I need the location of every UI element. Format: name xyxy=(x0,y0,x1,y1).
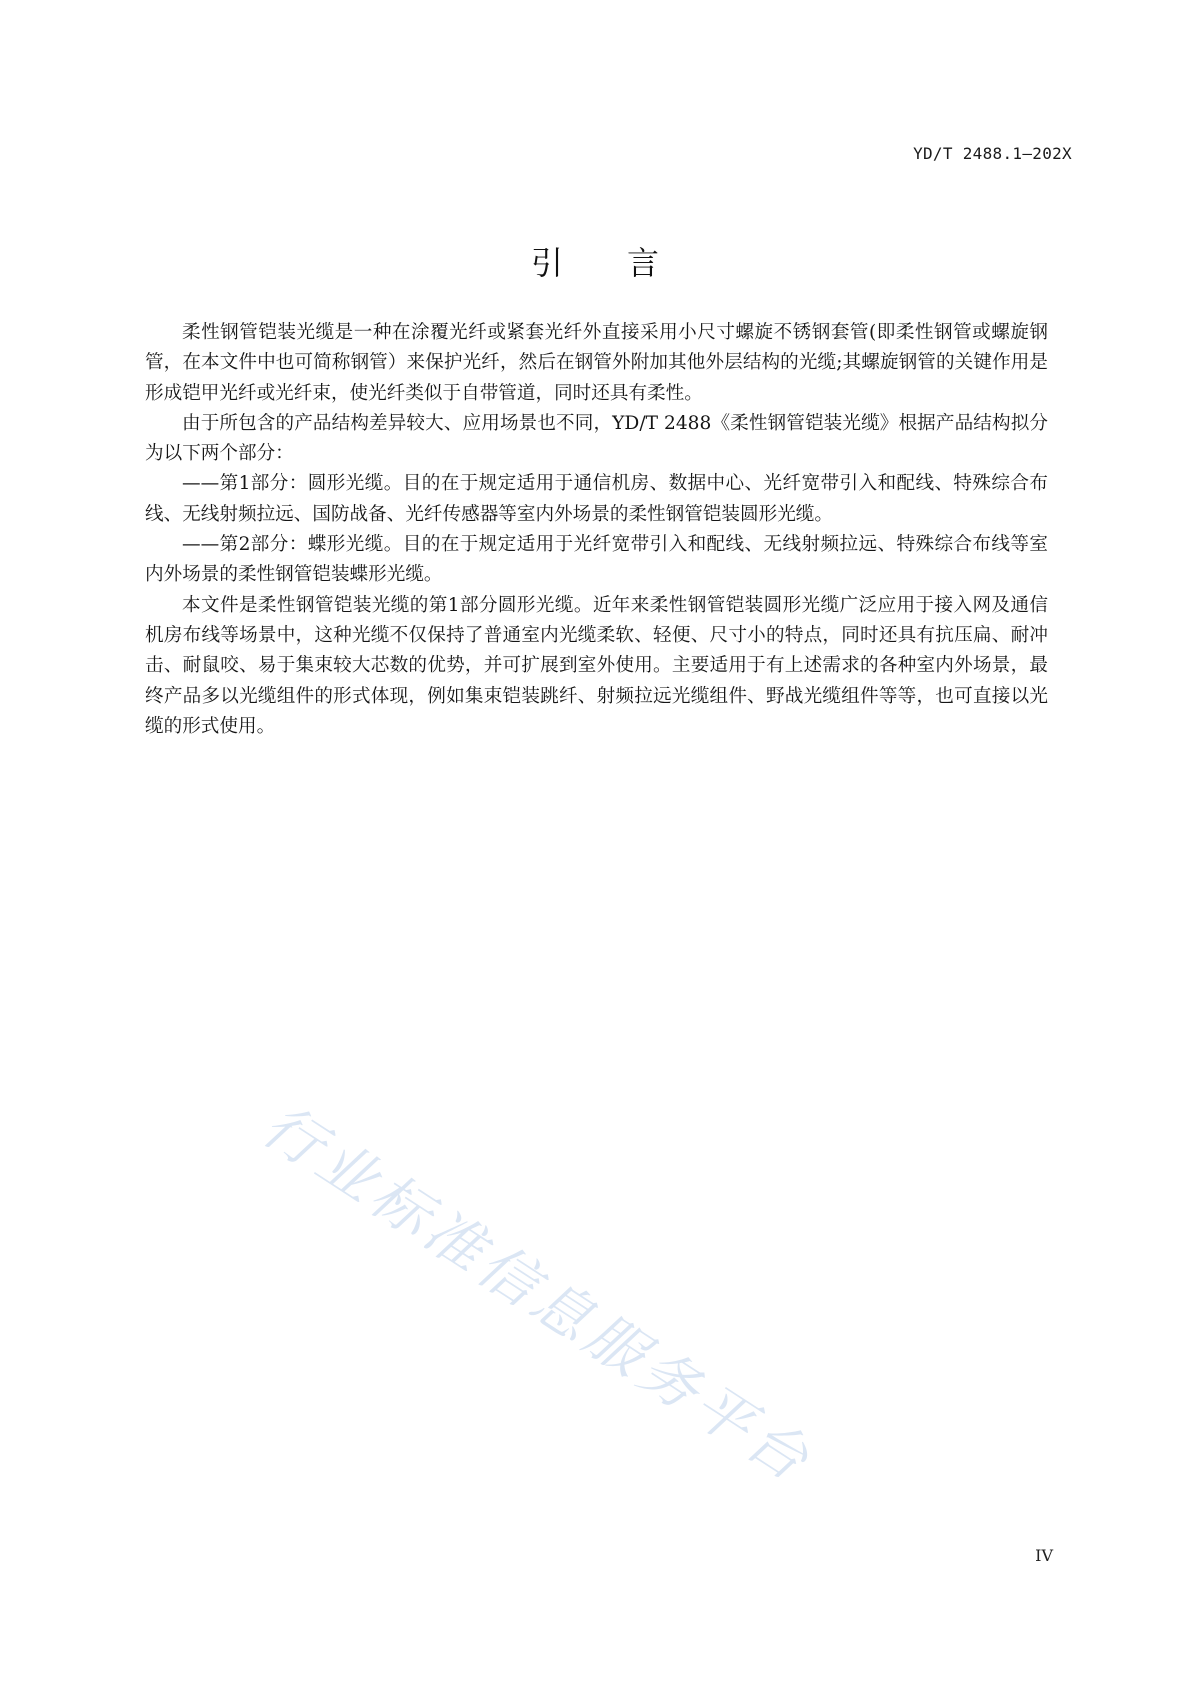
intro-paragraph-part1: ——第1部分：圆形光缆。目的在于规定适用于通信机房、数据中心、光纤宽带引入和配线、特殊综合布线、无线射频拉远、国防战备、光纤传感器等室内外场景的柔性钢管铠装圆形光缆。 xyxy=(145,473,1048,525)
page-number: IV xyxy=(1035,1546,1053,1565)
intro-paragraph-2: 由于所包含的产品结构差异较大、应用场景也不同，YD/T 2488《柔性钢管铠装光缆》根据产品结构拟分为以下两个部分： xyxy=(145,412,1048,465)
intro-paragraph-3: 本文件是柔性钢管铠装光缆的第1部分圆形光缆。近年来柔性钢管铠装圆形光缆广泛应用于接入网及通信机房布线等场景中，这种光缆不仅保持了普通室内光缆柔软、轻便、尺寸小的特点，同时还具有抗压扁、耐冲击、耐鼠咬、易于集束较大芯数的优势，并可扩展到室外使用。主要适用于有上述需求的各种室内外场景，最终产品多以光缆组件的形式体现，例如集束铠装跳纤、射频拉远光缆组件、野战光缆组件等等，也可直接以光缆的形式使用。 xyxy=(145,594,1048,737)
document-code: YD/T 2488.1—202X xyxy=(913,144,1072,163)
intro-paragraph-part2: ——第2部分：蝶形光缆。目的在于规定适用于光纤宽带引入和配线、无线射频拉远、特殊综合布线等室内外场景的柔性钢管铠装蝶形光缆。 xyxy=(145,534,1048,586)
page-title: 引言 xyxy=(530,244,723,282)
watermark: 行业标准信息服务平台 xyxy=(250,1090,825,1497)
introduction-body xyxy=(145,318,1048,742)
intro-paragraph-1: 柔性钢管铠装光缆是一种在涂覆光纤或紧套光纤外直接采用小尺寸螺旋不锈钢套管(即柔性钢管或螺旋钢管，在本文件中也可简称钢管）来保护光纤，然后在钢管外附加其他外层结构的光缆;其螺旋钢管的关键作用是形成铠甲光纤或光纤束，使光纤类似于自带管道，同时还具有柔性。 xyxy=(145,322,1048,404)
